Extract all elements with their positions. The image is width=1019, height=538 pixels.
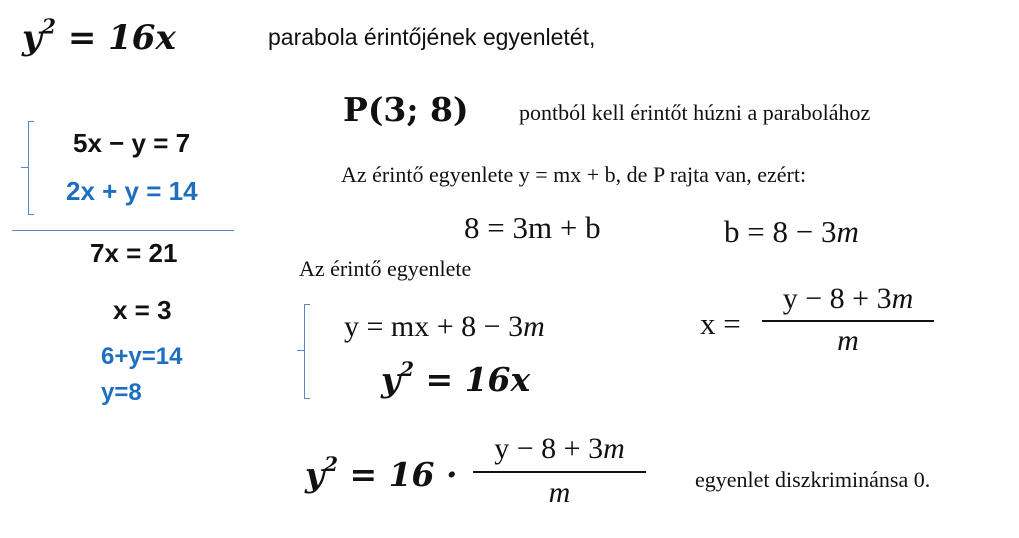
- x-fraction-numerator: [762, 282, 934, 316]
- x-fraction: [762, 282, 934, 358]
- final-fraction-denominator: m: [548, 476, 571, 509]
- x-fraction-denominator: m: [837, 324, 859, 357]
- system2-eq2-base: y: [381, 360, 401, 399]
- x-fraction-lhs: x =: [700, 306, 741, 341]
- sum-divider: [12, 230, 234, 231]
- system1-eq2: 2x + y = 14: [66, 176, 198, 206]
- system2-eq1: [344, 310, 545, 344]
- x-fraction-num-var: m: [891, 282, 914, 315]
- system2-eq1-var: m: [523, 310, 545, 343]
- final-fraction-num-prefix: y − 8 + 3: [494, 432, 604, 465]
- final-equation-mid: = 16 ·: [349, 455, 458, 494]
- final-fraction: [473, 432, 646, 510]
- parabola-equation: [22, 14, 176, 58]
- system2-bracket: [304, 304, 305, 399]
- parabola-equation-exp: 2: [41, 14, 56, 39]
- tangent-label: Az érintő egyenlete: [299, 256, 472, 281]
- final-fraction-bar: [473, 471, 646, 473]
- system2-eq1-prefix: y = mx + 8 − 3: [344, 310, 524, 343]
- final-equation-base: y: [305, 455, 325, 494]
- system1-eq1: 5x − y = 7: [73, 128, 191, 158]
- substitution-line1: 6+y=14: [101, 343, 183, 370]
- system2-eq2: [381, 357, 531, 399]
- system1-bracket: [28, 121, 29, 215]
- final-equation-exp: 2: [324, 452, 338, 477]
- x-value: x = 3: [113, 295, 172, 325]
- point-description: pontból kell érintőt húzni a parabolához: [519, 100, 871, 125]
- system2-eq2-exp: 2: [400, 357, 414, 382]
- x-fraction-bar: [762, 320, 934, 322]
- tangent-intro: Az érintő egyenlete y = mx + b, de P rajta van, ezért:: [341, 162, 807, 187]
- substitution-line2: y=8: [101, 379, 142, 406]
- final-equation-lhs: [305, 452, 458, 494]
- x-fraction-num-prefix: y − 8 + 3: [782, 282, 892, 315]
- parabola-equation-base: y: [22, 18, 42, 58]
- header-text: parabola érintőjének egyenletét,: [268, 24, 596, 50]
- final-fraction-numerator: [473, 432, 646, 466]
- final-fraction-num-var: m: [603, 432, 625, 465]
- system2-eq2-rest: = 16x: [425, 360, 531, 399]
- parabola-equation-rest: = 16x: [67, 18, 176, 58]
- equation-b: [724, 214, 859, 250]
- equation-8: 8 = 3m + b: [464, 210, 601, 245]
- point-label: P(3; 8): [343, 90, 469, 129]
- final-description: egyenlet diszkriminánsa 0.: [695, 467, 931, 492]
- equation-b-prefix: b = 8 − 3: [724, 214, 837, 249]
- sum-result: 7x = 21: [90, 238, 178, 268]
- equation-b-var: m: [836, 214, 859, 249]
